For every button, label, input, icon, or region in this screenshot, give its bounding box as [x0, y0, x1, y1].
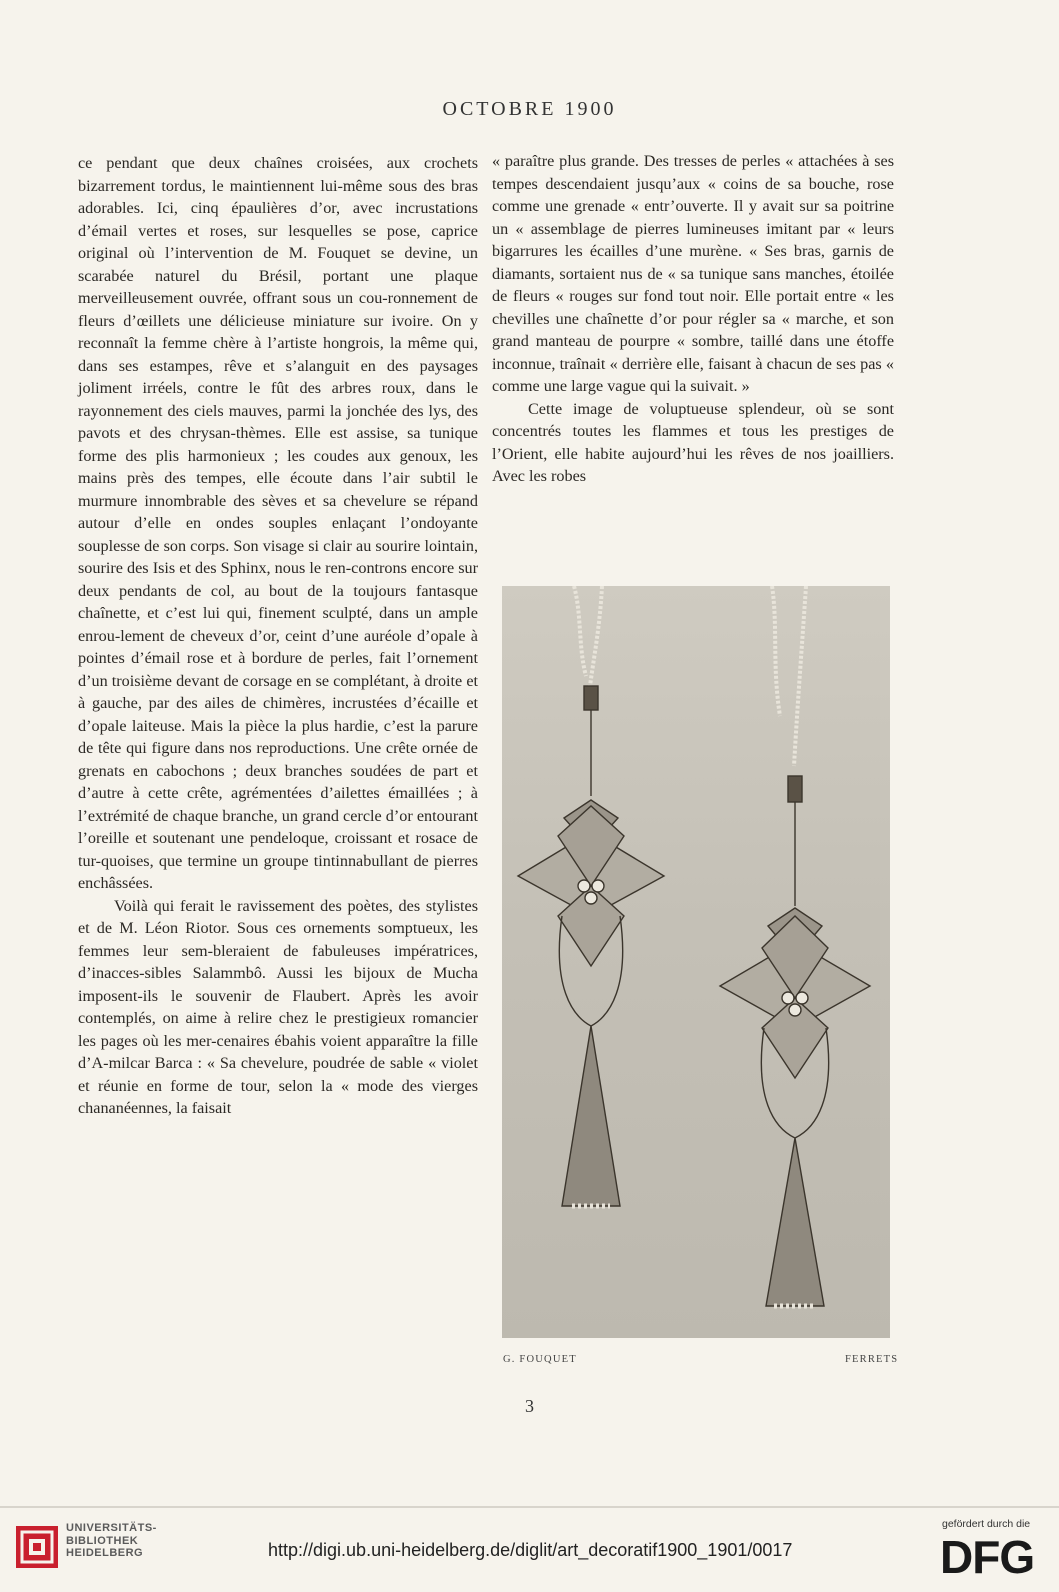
right-text-column	[492, 150, 894, 488]
paragraph: Cette image de voluptueuse splendeur, où se sont concentrés toutes les flammes et tous les prestiges de l’Orient, elle habite aujourd’hui les rêves de nos joailliers. Avec les robes	[492, 399, 894, 485]
ferrets-illustration	[502, 586, 890, 1338]
left-text-column	[78, 152, 478, 1120]
library-name-line: BIBLIOTHEK	[66, 1534, 139, 1547]
library-name	[66, 1522, 157, 1560]
paragraph: Voilà qui ferait le ravissement des poètes, des stylistes et de M. Léon Riotor. Sous ces ornements somptueux, les femmes leur sem-bleraient de fabuleuses impératrices, d’inacces-sibles Salammbô. Aussi les bijoux de Mucha imposent-ils le souvenir de Flaubert. Après les avoir contemplés, on aime à relire chez le prestigieux romancier les pages où les mer-cenaires ébahis voient apparaître la fille d’A-milcar Barca : « Sa chevelure, poudrée de sable « violet et réunie en forme de tour, selon la « mode des vierges chananéennes, la faisait	[78, 896, 478, 1117]
paragraph: ce pendant que deux chaînes croisées, aux crochets bizarrement tordus, le maintiennent lui-même sous des bras adorables. Ici, cinq épaulières d’or, avec incrustations d’émail vertes et roses, sur lesquelles se pose, caprice original où l’intervention de M. Fouquet se devine, un scarabée naturel du Brésil, portant une plaque merveilleusement ouvrée, offrant sous un cou-ronnement de fleurs d’œillets une délicieuse miniature sur ivoire. On y reconnaît la femme chère à l’artiste hongrois, la même qui, dans ses estampes, rêve et s’alanguit en des paysages joliment irréels, contre le fût des arbres roux, dans le rayonnement des ciels mauves, parmi la jonchée des lys, des pavots et des chrysan-thèmes. Elle est assise, sa tunique forme des plis harmonieux ; les coudes aux genoux, les mains près des tempes, elle écoute dans l’air subtil le murmure innombrable des sèves et sa chevelure se répand autour d’elle en ondes souples enlaçant l’ondoyante souplesse de son corps. Son visage si clair au sourire lointain, sourire des Isis et des Sphinx, nous le ren-controns encore sur deux pendants de col, au bout de la toujours fantasque chaînette, et c’est lui qui, finement sculpté, dans un ample enrou-lement de cheveux d’or, ceint d’une auréole d’opale à pointes d’émail rose et à bordure de perles, fait l’ornement d’un troisième devant de corsage en se complétant, à droite et à gauche, par des ailes de chimères, incrustées d’écaille et d’opale laiteuse. Mais la pièce la plus hardie, c’est la parure de tête qui figure dans nos reproductions. Une crête ornée de grenats en cabochons ; deux branches soudées de part et d’autre à cette crête, agrémentées d’ailettes émaillées ; à l’extrémité de chaque branche, un grand cercle d’or entourant l’oreille et soutenant une pendeloque, croissant et rosace de tur-quoises, que termine un groupe tintinnabullant de pierres enchâssées.	[78, 154, 478, 892]
paragraph: « paraître plus grande. Des tresses de perles « attachées à ses tempes descendaient jusqu’aux « coins de sa bouche, rose comme une grenade « entr’ouverte. Il y avait sur sa poitrine un « assemblage de pierres lumineuses imitant par « leurs bigarrures les écailles d’une murène. « Ses bras, garnis de diamants, sortaient nus de « sa tunique sans manches, étoilée de fleurs « rouges sur fond tout noir. Elle portait entre « les chevilles une chaînette d’or pour régler sa « marche, et son grand manteau de pourpre « sombre, taillé dans une étoffe inconnue, traînait « derrière elle, faisant à chacun de ses pas « comme une large vague qui la suivait. »	[492, 152, 894, 395]
library-name-line: HEIDELBERG	[66, 1547, 144, 1559]
university-library-logo-icon	[14, 1524, 60, 1570]
page-header: OCTOBRE 1900	[442, 98, 617, 120]
ferret-left	[518, 586, 664, 1206]
figure-caption-title: FERRETS	[845, 1354, 899, 1365]
page-number: 3	[525, 1396, 534, 1416]
ferret-right	[720, 586, 870, 1306]
jewelry-photograph	[502, 586, 890, 1338]
figure-caption-artist: G. FOUQUET	[503, 1354, 577, 1365]
funded-by-label: gefördert durch die	[942, 1518, 1031, 1530]
dfg-logo: DFG	[940, 1531, 1035, 1583]
source-url-link[interactable]: http://digi.ub.uni-heidelberg.de/diglit/art_decoratif1900_1901/0017	[268, 1540, 793, 1560]
library-name-line: UNIVERSITÄTS-	[66, 1522, 157, 1534]
